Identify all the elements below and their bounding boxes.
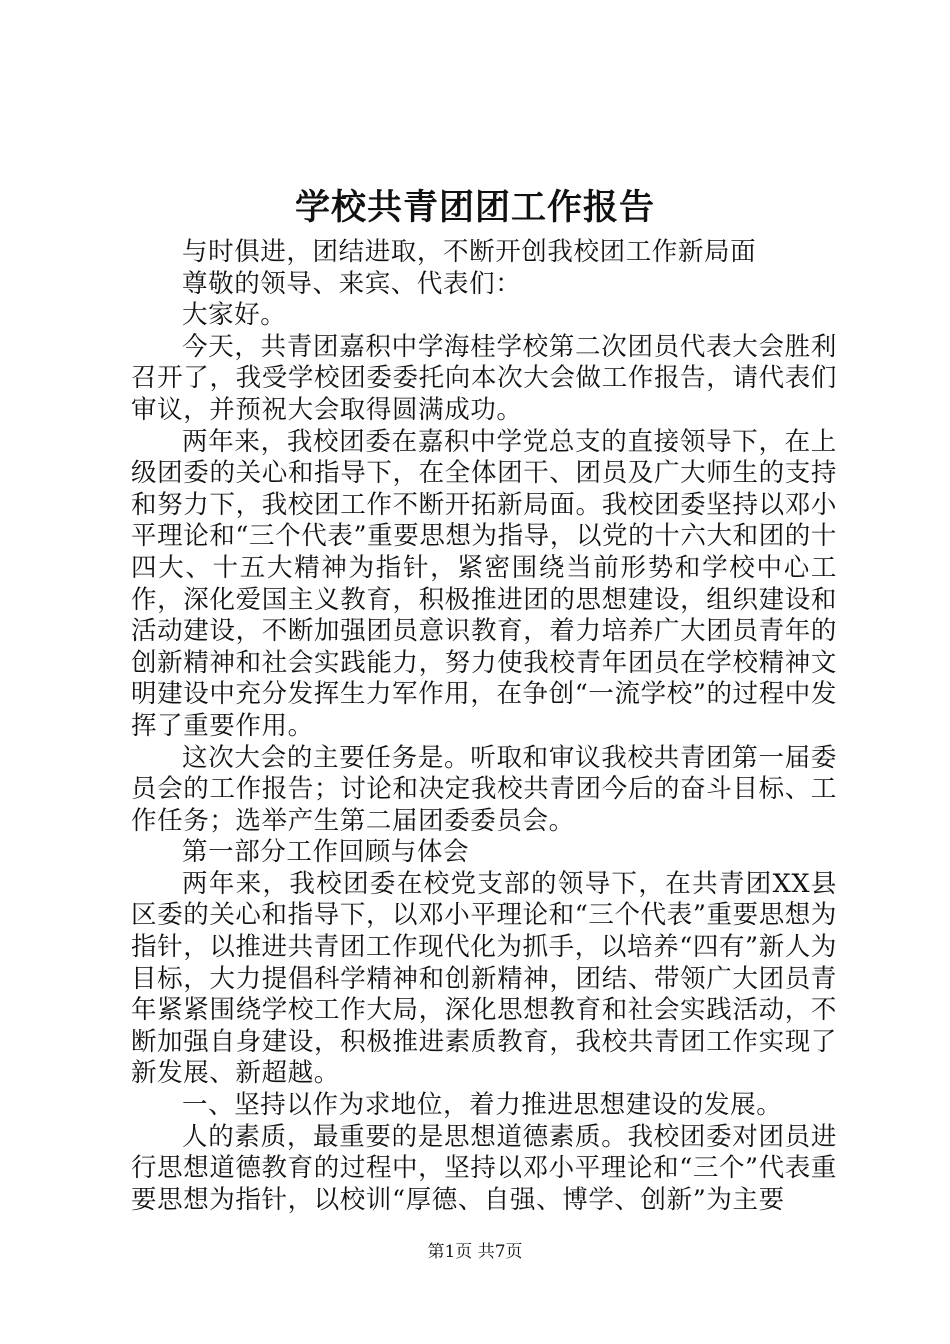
page-number-footer: 第1页 共7页 bbox=[427, 1242, 523, 1262]
section-heading: 第一部分工作回顾与体会 bbox=[182, 837, 470, 868]
document-title: 学校共青团团工作报告 bbox=[294, 187, 655, 228]
paragraph: 今天，共青团嘉积中学海桂学校第二次团员代表大会胜利召开了，我受学校团委委托向本次大会做工作报告，请代表们审议，并预祝大会取得圆满成功。 bbox=[131, 331, 837, 425]
document-body bbox=[131, 237, 837, 1216]
paragraph: 这次大会的主要任务是。听取和审议我校共青团第一届委员会的工作报告；讨论和决定我校共青团今后的奋斗目标、工作任务；选举产生第二届团委委员会。 bbox=[131, 742, 837, 836]
paragraph: 大家好。 bbox=[182, 300, 287, 331]
paragraph: 人的素质，最重要的是思想道德素质。我校团委对团员进行思想道德教育的过程中，坚持以邓小平理论和“三个”代表重要思想为指针，以校训“厚德、自强、博学、创新”为主要 bbox=[131, 1121, 837, 1215]
paragraph: 与时俱进，团结进取，不断开创我校团工作新局面 bbox=[182, 237, 757, 267]
paragraph: 尊敬的领导、来宾、代表们： bbox=[182, 268, 522, 299]
paragraph: 两年来，我校团委在嘉积中学党总支的直接领导下，在上级团委的关心和指导下，在全体团干、团员及广大师生的支持和努力下，我校团工作不断开拓新局面。我校团委坚持以邓小平理论和“三个代表”重要思想为指导，以党的十六大和团的十四大、十五大精神为指针，紧密围绕当前形势和学校中心工作，深化爱国主义教育，积极推进团的思想建设，组织建设和活动建设，不断加强团员意识教育，着力培养广大团员青年的创新精神和社会实践能力，努力使我校青年团员在学校精神文明建设中充分发挥生力军作用，在争创“一流学校”的过程中发挥了重要作用。 bbox=[131, 426, 837, 741]
paragraph: 两年来，我校团委在校党支部的领导下，在共青团XX县区委的关心和指导下，以邓小平理论和“三个代表”重要思想为指针，以推进共青团工作现代化为抓手，以培养“四有”新人为目标，大力提倡科学精神和创新精神，团结、带领广大团员青年紧紧围绕学校工作大局，深化思想教育和社会实践活动，不断加强自身建设，积极推进素质教育，我校共青团工作实现了新发展、新超越。 bbox=[131, 868, 837, 1089]
subsection-heading: 一、坚持以作为求地位，着力推进思想建设的发展。 bbox=[182, 1090, 783, 1121]
